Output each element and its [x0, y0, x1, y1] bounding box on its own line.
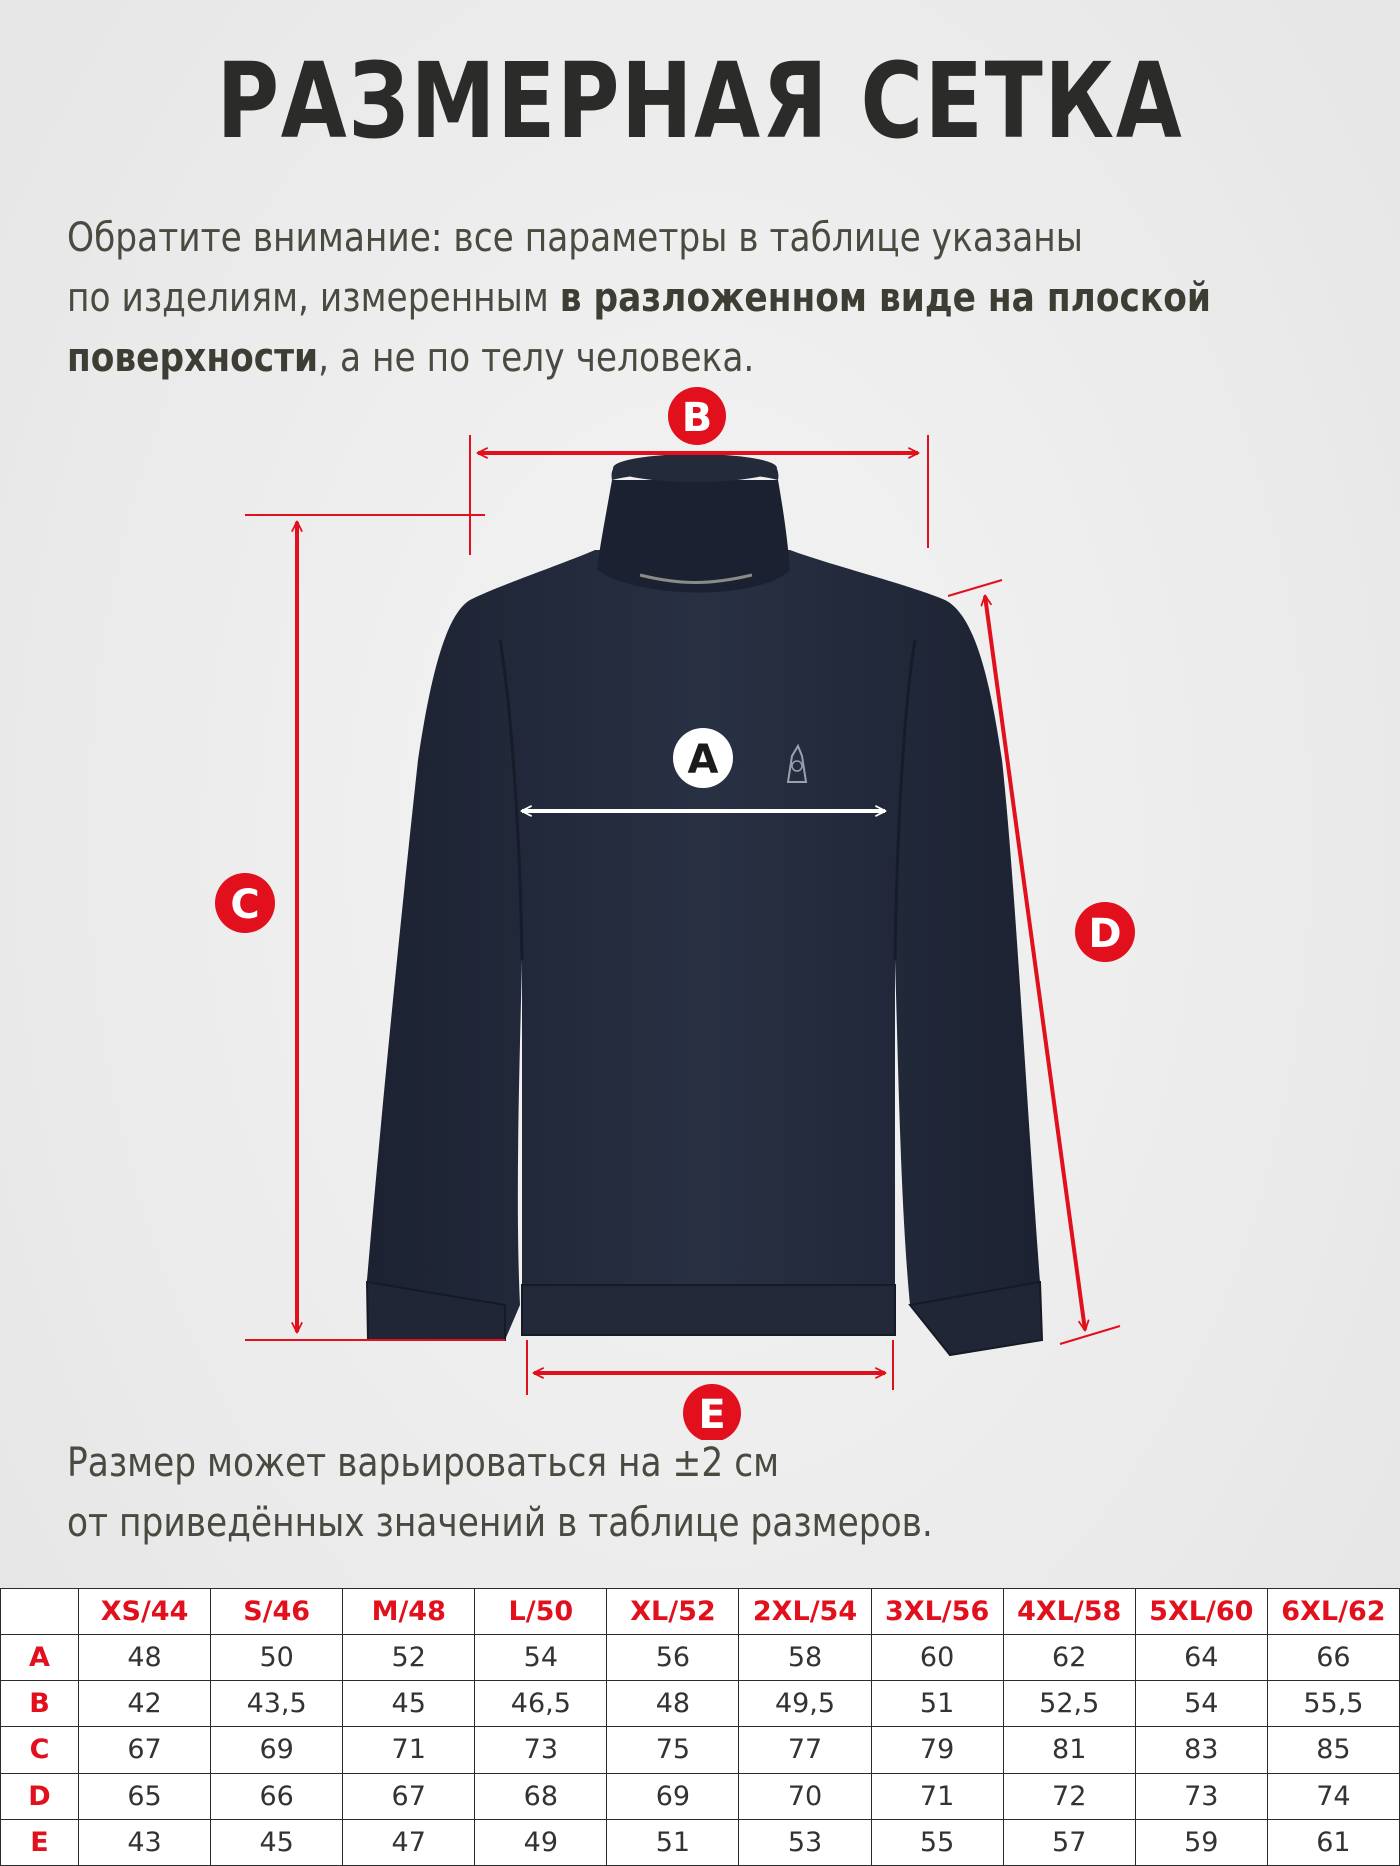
table-cell: 70: [739, 1773, 871, 1819]
size-header: 2XL/54: [739, 1589, 871, 1635]
table-cell: 62: [1003, 1635, 1135, 1681]
badge-c: C: [230, 882, 260, 928]
table-cell: 48: [607, 1681, 739, 1727]
table-cell: 54: [1135, 1681, 1267, 1727]
size-header: 6XL/62: [1267, 1589, 1399, 1635]
table-cell: 45: [343, 1681, 475, 1727]
table-cell: 85: [1267, 1727, 1399, 1773]
size-table-header-row: [1, 1589, 1400, 1635]
table-cell: 49,5: [739, 1681, 871, 1727]
table-cell: 73: [1135, 1773, 1267, 1819]
note-line-3-regular: , а не по телу человека.: [318, 335, 755, 381]
size-header: M/48: [343, 1589, 475, 1635]
table-row: [1, 1727, 1400, 1773]
badge-e: E: [698, 1392, 726, 1438]
table-cell: 45: [211, 1819, 343, 1865]
table-cell: 48: [79, 1635, 211, 1681]
badge-b: B: [681, 395, 713, 441]
note-line-2-bold: в разложенном виде на плоской: [559, 275, 1211, 321]
page-title: РАЗМЕРНАЯ СЕТКА: [216, 40, 1184, 162]
table-cell: 79: [871, 1727, 1003, 1773]
row-label: C: [1, 1727, 79, 1773]
table-cell: 47: [343, 1819, 475, 1865]
sweater-body: [367, 550, 1042, 1355]
table-cell: 77: [739, 1727, 871, 1773]
variance-note: [67, 1433, 1185, 1553]
table-cell: 43,5: [211, 1681, 343, 1727]
table-cell: 56: [607, 1635, 739, 1681]
variance-line-1: Размер может варьироваться на ±2 см: [67, 1440, 780, 1486]
table-cell: 49: [475, 1819, 607, 1865]
size-header: 4XL/58: [1003, 1589, 1135, 1635]
table-cell: 68: [475, 1773, 607, 1819]
table-cell: 69: [607, 1773, 739, 1819]
table-cell: 58: [739, 1635, 871, 1681]
table-row: [1, 1773, 1400, 1819]
note-line-1: Обратите внимание: все параметры в таблице указаны: [67, 215, 1083, 261]
table-cell: 57: [1003, 1819, 1135, 1865]
size-header: XS/44: [79, 1589, 211, 1635]
badge-a: A: [687, 737, 719, 783]
size-table: [0, 1588, 1400, 1866]
table-cell: 43: [79, 1819, 211, 1865]
table-cell: 75: [607, 1727, 739, 1773]
table-cell: 67: [79, 1727, 211, 1773]
variance-line-2: от приведённых значений в таблице размеров.: [67, 1500, 933, 1546]
table-cell: 65: [79, 1773, 211, 1819]
row-label: E: [1, 1819, 79, 1865]
table-cell: 64: [1135, 1635, 1267, 1681]
table-cell: 81: [1003, 1727, 1135, 1773]
table-cell: 55,5: [1267, 1681, 1399, 1727]
table-cell: 52,5: [1003, 1681, 1135, 1727]
table-cell: 52: [343, 1635, 475, 1681]
table-cell: 54: [475, 1635, 607, 1681]
row-label: B: [1, 1681, 79, 1727]
note-line-2-regular: по изделиям, измеренным: [67, 275, 560, 321]
size-header: L/50: [475, 1589, 607, 1635]
table-row: [1, 1819, 1400, 1865]
table-cell: 61: [1267, 1819, 1399, 1865]
table-cell: 66: [211, 1773, 343, 1819]
table-cell: 71: [871, 1773, 1003, 1819]
size-table-corner: [1, 1589, 79, 1635]
table-cell: 53: [739, 1819, 871, 1865]
table-cell: 46,5: [475, 1681, 607, 1727]
size-header: XL/52: [607, 1589, 739, 1635]
table-cell: 67: [343, 1773, 475, 1819]
table-row: [1, 1681, 1400, 1727]
badge-d: D: [1088, 911, 1122, 957]
table-cell: 51: [871, 1681, 1003, 1727]
table-row: [1, 1635, 1400, 1681]
note-line-3-bold: поверхности: [67, 335, 319, 381]
table-cell: 69: [211, 1727, 343, 1773]
turtleneck-collar: [597, 480, 790, 593]
table-cell: 83: [1135, 1727, 1267, 1773]
measure-e: [527, 1340, 893, 1440]
size-header: S/46: [211, 1589, 343, 1635]
table-cell: 71: [343, 1727, 475, 1773]
row-label: A: [1, 1635, 79, 1681]
table-cell: 72: [1003, 1773, 1135, 1819]
table-cell: 51: [607, 1819, 739, 1865]
table-cell: 73: [475, 1727, 607, 1773]
row-label: D: [1, 1773, 79, 1819]
table-cell: 42: [79, 1681, 211, 1727]
table-cell: 66: [1267, 1635, 1399, 1681]
table-cell: 60: [871, 1635, 1003, 1681]
size-header: 5XL/60: [1135, 1589, 1267, 1635]
table-cell: 59: [1135, 1819, 1267, 1865]
sweater-illustration: [367, 454, 1042, 1355]
table-cell: 74: [1267, 1773, 1399, 1819]
table-cell: 55: [871, 1819, 1003, 1865]
table-cell: 50: [211, 1635, 343, 1681]
size-header: 3XL/56: [871, 1589, 1003, 1635]
